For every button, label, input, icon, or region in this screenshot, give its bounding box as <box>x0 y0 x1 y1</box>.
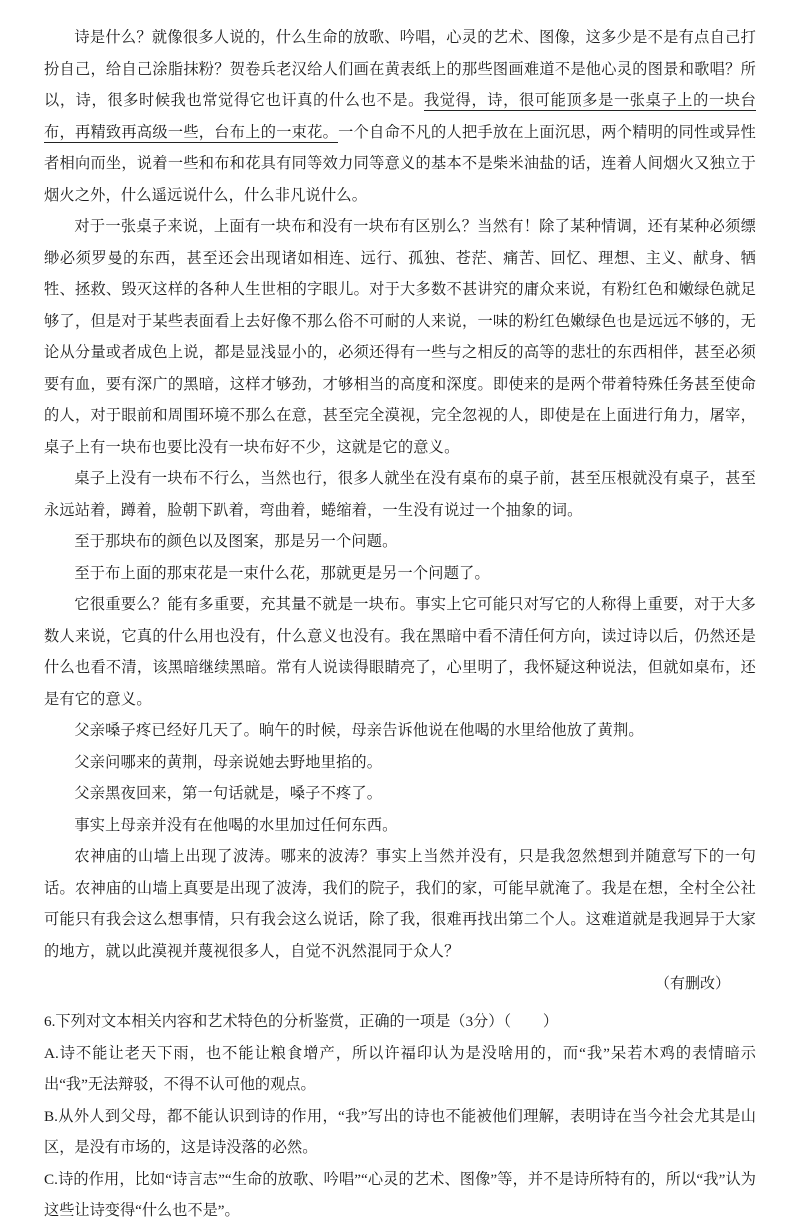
paragraph-10: 事实上母亲并没有在他喝的水里加过任何东西。 <box>74 816 398 834</box>
option-c-label: C. <box>44 1170 58 1188</box>
paragraph-1-tail: 一个自命不凡的人把手放在上面沉思，两个精明的同性或异性者相向而坐，说着一些和布和花具有同等效力同等意义的基本不是柴米油盐的话，连着人间烟火又独立于烟火之外，什么遥远说什么，什么非凡说什么。 <box>44 123 756 204</box>
paragraph-7: 父亲嗓子疼已经好几天了。晌午的时候，母亲告诉他说在他喝的水里给他放了黄荆。 <box>74 722 644 739</box>
paragraph-6: 它很重要么？能有多重要，充其量不就是一块布。事实上它可能只对写它的人称得上重要，对于大多数人来说，它真的什么用也没有，什么意义也没有。我在黑暗中看不清任何方向，读过诗以后，仍然还是什么也看不清，该黑暗继续黑暗。常有人说读得眼睛亮了，心里明了，我怀疑这种说法，但就如桌布，还是有它的意义。 <box>44 596 756 708</box>
question-6 <box>44 1006 756 1038</box>
paragraph-11: 农神庙的山墙上出现了波涛。哪来的波涛？事实上当然并没有，只是我忽然想到并随意写下的一句话。农神庙的山墙上真要是出现了波涛，我们的院子，我们的家，可能早就淹了。我是在想，全村全公社可能只有我会这么想事情，只有我会这么说话，除了我，很难再找出第二个人。这难道就是我迥异于大家的地方，就以此漠视并蔑视很多人，自觉不汎然混同于众人？ <box>44 848 756 960</box>
option-a[interactable] <box>44 1038 756 1101</box>
paragraph-9: 父亲黑夜回来，第一句话就是，嗓子不疼了。 <box>74 785 383 802</box>
paragraph-8: 父亲问哪来的黄荆，母亲说她去野地里掐的。 <box>74 753 383 771</box>
option-a-label: A. <box>44 1044 59 1062</box>
option-c[interactable] <box>44 1164 756 1227</box>
source-note: （有删改） <box>654 976 730 992</box>
paragraph-1-underlined: 我觉得，诗，很可能顶多是一张桌子上的一块台布，再精致再高级一些，台布上的一束花。 <box>44 92 756 141</box>
question-number: 6. <box>44 1013 56 1030</box>
paragraph-1-lead: 诗是什么？就像很多人说的，什么生命的放歌、吟唱，心灵的艺术、图像，这多少是不是有点自己打扮自己，给自己涂脂抹粉？贺卷兵老汉给人们画在黄表纸上的那些图画难道不是他心灵的图景和歌唱？所以，诗，很多时候我也常觉得它也讦真的什么也不是。 <box>44 29 756 109</box>
option-a-text: 诗不能让老天下雨，也不能让粮食增产，所以许福印认为是没啥用的，而“我”呆若木鸡的表情暗示出“我”无法辩驳，不得不认可他的观点。 <box>44 1044 756 1093</box>
paragraph-2: 对于一张桌子来说，上面有一块布和没有一块布有区别么？当然有！除了某种情调，还有某种必须缥缈必须罗曼的东西，甚至还会出现诸如相连、远行、孤独、苍茫、痛苦、回忆、理想、主义、献身、牺牲、拯救、毁灭这样的各种人生世相的字眼儿。对于大多数不甚讲究的庸众来说，有粉红色和嫩绿色就足够了，但是对于某些表面看上去好像不那么俗不可耐的人来说，一味的粉红色嫩绿色也是远远不够的，无论从分量或者成色上说，都是显浅显小的，必须还得有一些与之相反的高等的悲壮的东西相伴，甚至必须要有血，要有深广的黑暗，这样才够劲，才够相当的高度和深度。即使来的是两个带着特殊任务甚至使命的人，对于眼前和周围环境不那么在意，甚至完全漠视，完全忽视的人，即使是在上面进行角力，屠宰，桌子上有一块布也要比没有一块布好不少，这就是它的意义。 <box>44 218 756 456</box>
paragraph-5: 至于布上面的那束花是一束什么花，那就更是另一个问题了。 <box>74 564 490 582</box>
option-b-text: 从外人到父母，都不能认识到诗的作用，“我”写出的诗也不能被他们理解，表明诗在当今社会尤其是山区，是没有市场的，这是诗没落的必然。 <box>44 1107 756 1156</box>
option-c-text: 诗的作用，比如“诗言志”“生命的放歌、吟唱”“心灵的艺术、图像”等，并不是诗所特有的，所以“我”认为这些让诗变得“什么也不是”。 <box>44 1170 756 1219</box>
question-stem: 下列对文本相关内容和艺术特色的分析鉴赏，正确的一项是（3分）（ <box>55 1013 512 1030</box>
article-body <box>44 22 756 967</box>
paragraph-1 <box>44 22 756 211</box>
paragraph-4: 至于那块布的颜色以及图案，那是另一个问题。 <box>74 533 398 550</box>
question-stem-end: ） <box>542 1013 559 1030</box>
paragraph-3: 桌子上没有一块布不行么，当然也行，很多人就坐在没有桌布的桌子前，甚至压根就没有桌子，甚至永远站着，蹲着，脸朝下趴着，弯曲着，蜷缩着，一生没有说过一个抽象的词。 <box>44 470 756 519</box>
option-b[interactable] <box>44 1101 756 1164</box>
option-b-label: B. <box>44 1107 58 1125</box>
